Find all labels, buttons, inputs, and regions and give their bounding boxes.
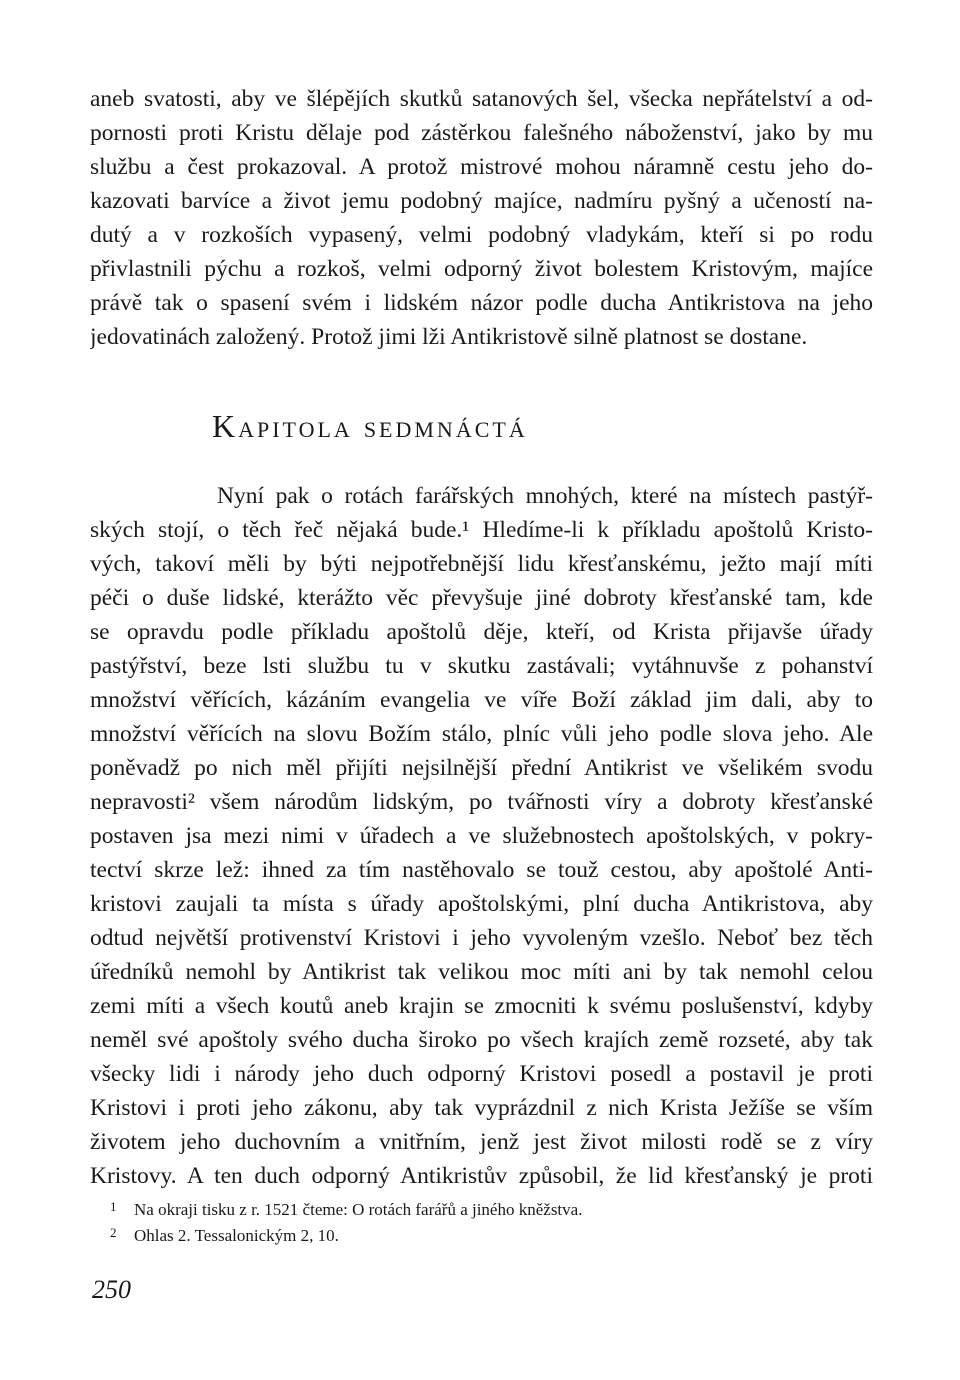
text-line: množství věřících na slovu Božím stálo, plníc vůli jeho podle slova jeho. Ale [90, 721, 873, 747]
text-line: nepravosti² všem národům lidským, po tvářnosti víry a dobroty křesťanské [90, 789, 873, 815]
text-line: pastýřství, beze lsti službu tu v skutku zastávali; vytáhnuvše z pohanství [90, 653, 873, 679]
text-line: životem jeho duchovním a vnitřním, jenž jest život milosti rodě se z víry [90, 1129, 873, 1155]
text-line: Kristovi i proti jeho zákonu, aby tak vyprázdnil z nich Krista Ježíše se vším [90, 1095, 873, 1121]
page-number: 250 [92, 1275, 131, 1304]
text-line: právě tak o spasení svém i lidském názor podle ducha Antikristova na jeho [90, 290, 873, 316]
text-line: vých, takoví měli by býti nejpotřebnější lidu křesťanskému, ježto mají míti [90, 551, 873, 577]
text-line: dutý a v rozkoších vypasený, velmi podobný vladykám, kteří si po rodu [90, 222, 873, 248]
footnote [110, 1194, 810, 1220]
text-line: službu a čest prokazoval. A protož mistrové mohou náramně cestu jeho do- [90, 154, 873, 180]
chapter-title: Kapitola sedmnáctá [212, 408, 528, 444]
text-line: všecky lidi i národy jeho duch odporný Kristovi posedl a postavil je proti [90, 1061, 873, 1087]
text-line: kazovati barvíce a život jemu podobný majíce, nadmíru pyšný a učeností na- [90, 188, 873, 214]
text-line: množství věřících, kázáním evangelia ve víře Boží základ jim dali, aby to [90, 687, 873, 713]
text-line: úředníků nemohl by Antikrist tak velikou moc míti ani by tak nemohl celou [90, 959, 873, 985]
text-line: aneb svatosti, aby ve šlépějích skutků satanových šel, všecka nepřátelství a od- [90, 86, 873, 112]
text-line: se opravdu podle příkladu apoštolů děje, kteří, od Krista přijavše úřady [90, 619, 873, 645]
text-line: Kristovy. A ten duch odporný Antikristův způsobil, že lid křesťanský je proti [90, 1163, 873, 1189]
footnote-mark: 2 [110, 1225, 117, 1240]
footnote [110, 1220, 810, 1246]
text-line: Nyní pak o rotách farářských mnohých, které na místech pastýř- [217, 483, 873, 509]
text-line: zemi míti a všech koutů aneb krajin se zmocniti k svému poslušenství, kdyby [90, 993, 873, 1019]
text-line: poněvadž po nich měl přijíti nejsilnější přední Antikrist ve všelikém svodu [90, 755, 873, 781]
footnote-text: Ohlas 2. Tessalonickým 2, 10. [134, 1226, 339, 1245]
text-line: neměl své apoštoly svého ducha široko po všech krajích země rozseté, aby tak [90, 1027, 873, 1053]
text-line: postaven jsa mezi nimi v úřadech a ve služebnostech apoštolských, v pokry- [90, 823, 873, 849]
text-line: ských stojí, o těch řeč nějaká bude.¹ Hledíme-li k příkladu apoštolů Kristo- [90, 517, 873, 543]
text-line: odtud největší protivenství Kristovi i jeho vyvoleným vzešlo. Neboť bez těch [90, 925, 873, 951]
text-line: pornosti proti Kristu dělaje pod zástěrkou falešného náboženství, jako by mu [90, 120, 873, 146]
text-line: jedovatinách založený. Protož jimi lži Antikristově silně platnost se dostane. [90, 324, 808, 350]
text-line: kristovi zaujali ta místa s úřady apoštolskými, plní ducha Antikristova, aby [90, 891, 873, 917]
text-line: péči o duše lidské, kterážto věc převyšuje jiné dobroty křesťanské tam, kde [90, 585, 873, 611]
footnote-mark: 1 [110, 1199, 117, 1214]
text-line: tectví skrze lež: ihned za tím nastěhovalo se touž cestou, aby apoštolé Anti- [90, 857, 873, 883]
text-line: přivlastnili pýchu a rozkoš, velmi odporný život bolestem Kristovým, majíce [90, 256, 873, 282]
footnote-text: Na okraji tisku z r. 1521 čteme: O rotách farářů a jiného kněžstva. [134, 1200, 583, 1219]
